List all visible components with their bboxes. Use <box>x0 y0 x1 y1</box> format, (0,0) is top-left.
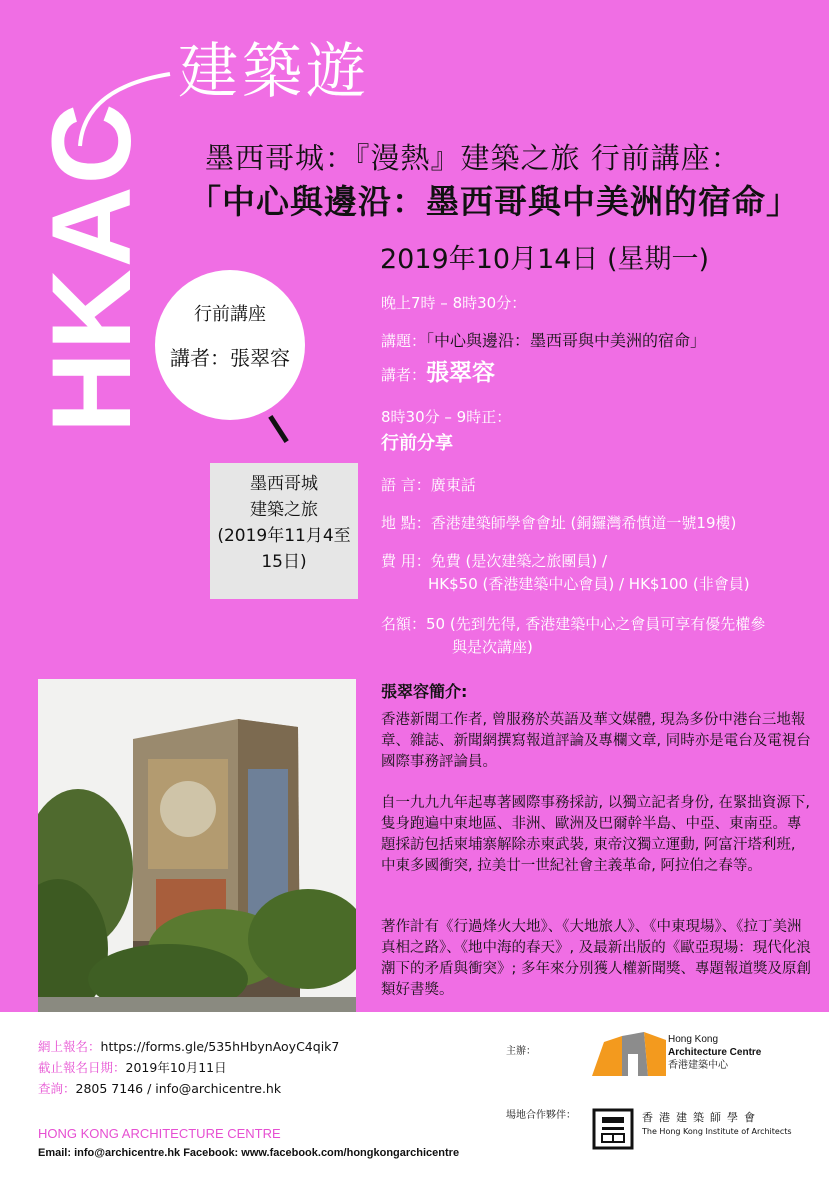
registration-link[interactable]: https://forms.gle/535hHbynAoyC4qik7 <box>100 1039 340 1054</box>
deadline-line <box>38 1058 227 1076</box>
hkia-name-en: The Hong Kong Institute of Architects <box>642 1127 792 1136</box>
enquiry-value: 2805 7146 / info@archicentre.hk <box>75 1081 282 1096</box>
deadline-value: 2019年10月11日 <box>125 1060 227 1075</box>
tour-info-box <box>210 463 358 599</box>
bio-paragraph-2: 自一九九九年起專著國際事務採訪, 以獨立記者身份, 在緊拙資源下, 隻身跑遍中東地區、非洲、歐洲及巴爾幹半島、中亞、東南亞。專題採訪包括柬埔寨解除赤柬武裝, 東帝汶獨立運動, 阿富汗塔利班, 中東多國衝突, 拉美廿一世紀社會主義革命, 阿拉伯之春等。 <box>381 795 811 874</box>
registration-line <box>38 1037 339 1055</box>
venue-row <box>381 512 736 533</box>
bio-paragraph-1: 香港新聞工作者, 曾服務於英語及華文媒體, 現為多份中港台三地報章、雜誌、新聞網撰寫報道評論及專欄文章, 同時亦是電台及電視台國際事務評論員。 <box>381 712 811 770</box>
venue-value: 香港建築師學會會址 (銅鑼灣希慎道一號19樓) <box>430 514 737 532</box>
quota-value-2: 與是次講座) <box>452 638 533 656</box>
sharing-title: 行前分享 <box>381 433 453 454</box>
language-label: 語 言： <box>381 476 431 494</box>
quota-row <box>381 613 765 634</box>
tour-box-line-2: 建築之旅 <box>250 500 318 520</box>
tour-title: 建築遊 <box>178 37 370 107</box>
tour-box-line-1: 墨西哥城 <box>250 474 318 494</box>
event-date: 2019年10月14日 (星期一) <box>380 244 710 275</box>
fee-value-1: 免費 (是次建築之旅團員) / <box>430 552 608 570</box>
hkia-name-zh: 香港建築師學會 <box>642 1111 761 1124</box>
sharing-row <box>381 429 453 455</box>
circle-line-2: 講者：張翠容 <box>170 346 290 370</box>
footer-org-name: HONG KONG ARCHITECTURE CENTRE <box>38 1126 281 1141</box>
topic-row <box>381 328 706 351</box>
circle-line-1: 行前講座 <box>194 304 266 325</box>
hkac-logo-mark <box>592 1032 666 1076</box>
quota-value-1: 50 (先到先得, 香港建築中心之會員可享有優先權參 <box>426 615 766 633</box>
hkac-logo-zh: 香港建築中心 <box>668 1060 728 1071</box>
decorative-arc <box>70 66 190 156</box>
speaker-row <box>381 354 495 387</box>
footer-contact: Email: info@archicentre.hk Facebook: www.facebook.com/hongkongarchicentre <box>38 1147 460 1159</box>
enquiry-label: 查詢： <box>38 1081 76 1096</box>
tour-box-line-4: 15日) <box>261 552 307 572</box>
speaker-circle <box>155 270 305 420</box>
organizer-label: 主辦： <box>506 1046 536 1057</box>
fee-row-1 <box>381 550 607 571</box>
enquiry-line <box>38 1079 281 1097</box>
hkac-vertical-logo: HKAC <box>29 101 154 433</box>
library-building-photo <box>38 679 356 1012</box>
fee-label: 費 用： <box>381 552 431 570</box>
bio-heading: 張翠容簡介: <box>381 682 468 701</box>
language-row <box>381 474 476 495</box>
hkia-logo-mark <box>592 1108 634 1150</box>
tour-box-line-3: (2019年11月4至 <box>217 526 351 546</box>
lecture-title: 「中心與邊沿：墨西哥與中美洲的宿命」 <box>188 182 800 221</box>
registration-label: 網上報名： <box>38 1039 101 1054</box>
speaker-label: 講者： <box>381 366 427 384</box>
lecture-subtitle: 墨西哥城：『漫熱』建築之旅 行前講座： <box>205 141 741 175</box>
fee-value-2: HK$50 (香港建築中心會員) / HK$100 (非會員) <box>428 575 750 593</box>
hkac-logo-en-2: Architecture Centre <box>668 1047 762 1058</box>
time-slot-2: 8時30分 – 9時正： <box>381 408 512 426</box>
hkia-logo-text <box>642 1111 792 1139</box>
venue-partner-label: 場地合作夥伴： <box>506 1110 576 1121</box>
quota-label: 名額： <box>381 615 427 633</box>
language-value: 廣東話 <box>430 476 476 494</box>
hkac-logo-en-1: Hong Kong <box>668 1034 719 1045</box>
topic-label: 講題： <box>381 332 427 350</box>
speaker-name: 張翠容 <box>426 360 496 386</box>
bio-paragraph-3: 著作計有《行過烽火大地》、《大地旅人》、《中東現場》、《拉丁美洲真相之路》、《地中海的春天》, 及最新出版的《歐亞現場：現代化浪潮下的矛盾與衝突》; 多年來分別獲人權新聞獎、專題報道獎及原創類好書獎。 <box>381 919 811 998</box>
hkac-logo-text <box>668 1033 761 1072</box>
topic-value: 「中心與邊沿：墨西哥與中美洲的宿命」 <box>426 331 707 350</box>
deadline-label: 截止報名日期： <box>38 1060 126 1075</box>
time-slot-1: 晚上7時 – 8時30分： <box>381 294 527 312</box>
venue-label: 地 點： <box>381 514 431 532</box>
